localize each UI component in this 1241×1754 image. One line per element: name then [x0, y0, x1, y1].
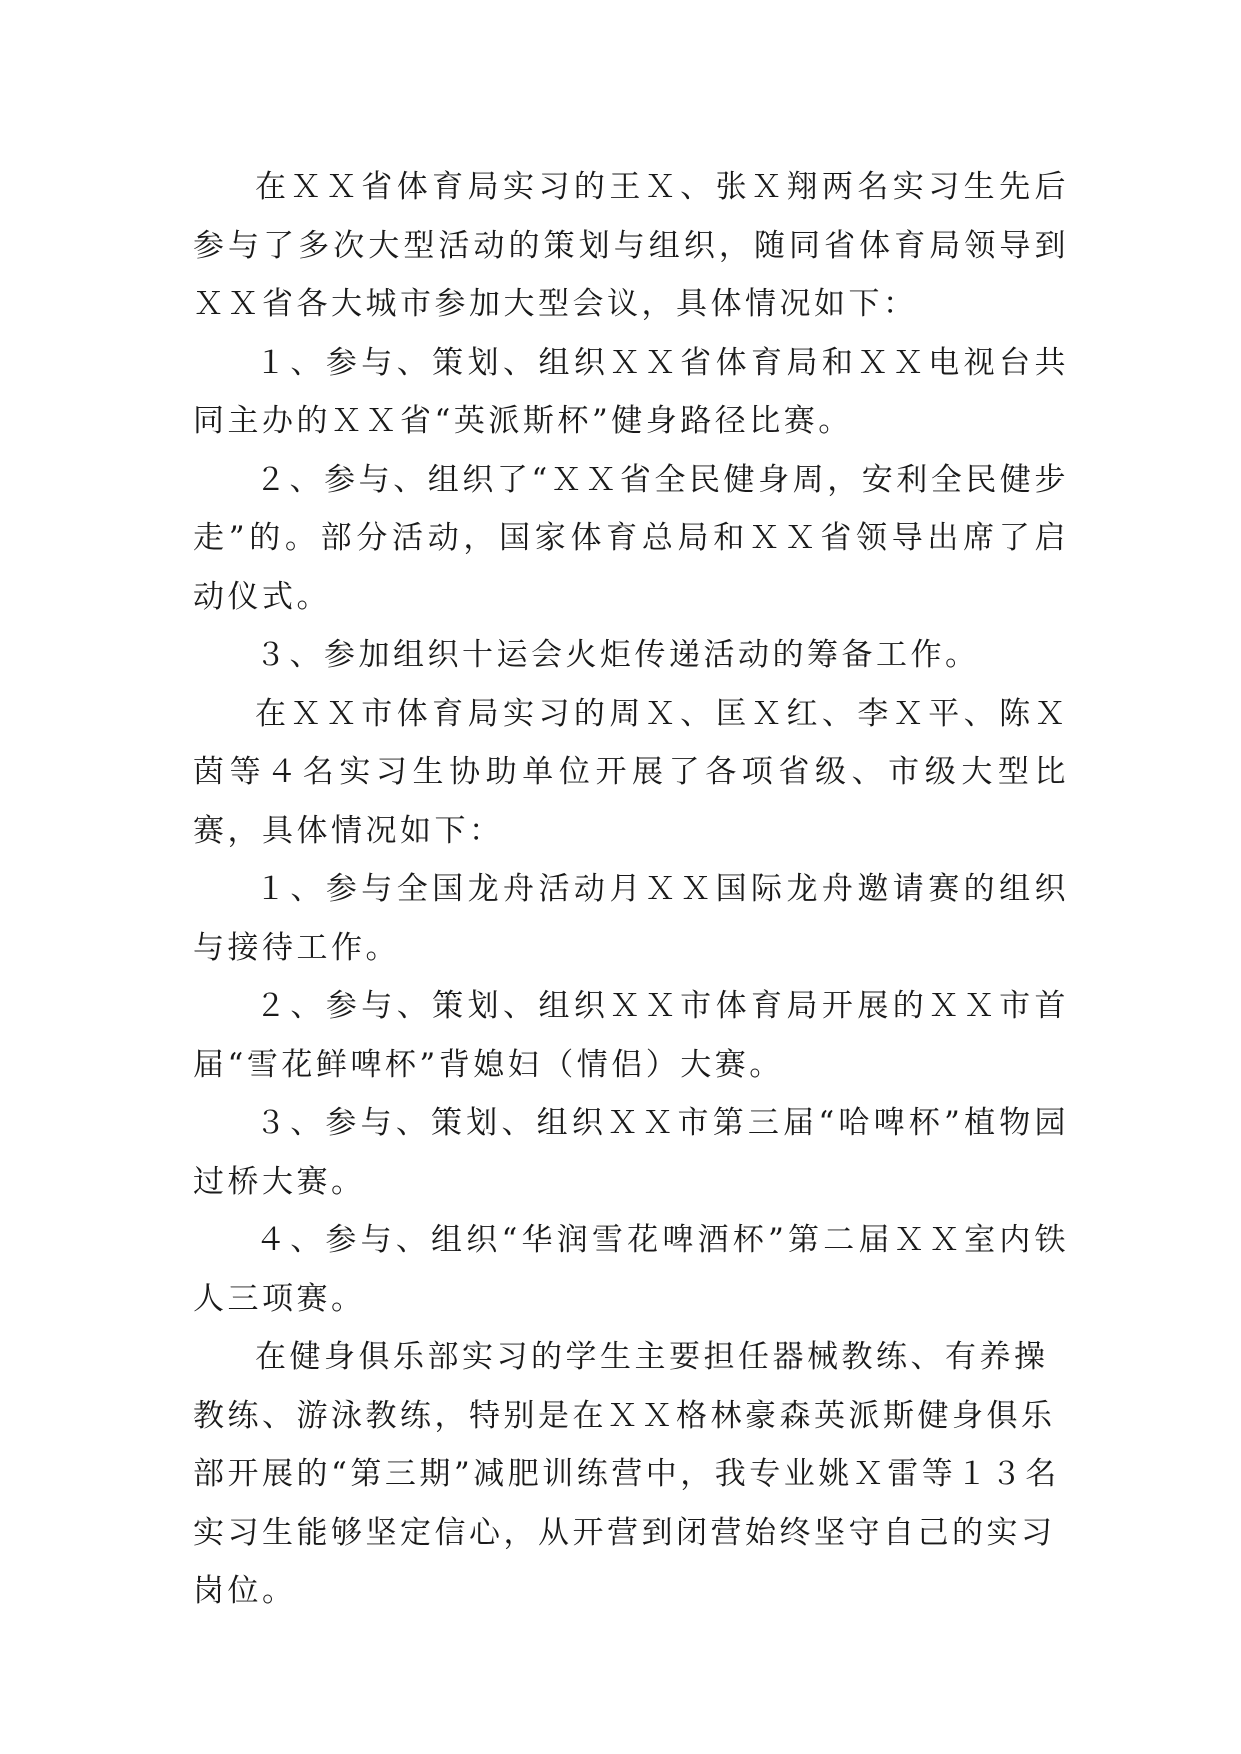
paragraph-province-item-2: ２、参与、组织了“ＸＸ省全民健身周，安利全民健步走”的。部分活动，国家体育总局和ＸＸ省领导出席了启动仪式。	[193, 461, 1069, 615]
paragraph-fitness-club: 在健身俱乐部实习的学生主要担任器械教练、有养操教练、游泳教练，特别是在ＸＸ格林豪森英派斯健身俱乐部开展的“第三期”减肥训练营中，我专业姚Ｘ雷等１３名实习生能够坚定信心，从开营到闭营始终坚守自己的实习岗位。	[193, 1339, 1060, 1609]
paragraph-intro-province: 在ＸＸ省体育局实习的王Ｘ、张Ｘ翔两名实习生先后参与了多次大型活动的策划与组织，随同省体育局领导到ＸＸ省各大城市参加大型会议，具体情况如下：	[193, 169, 1069, 322]
paragraph-city-item-3: ３、参与、策划、组织ＸＸ市第三届“哈啤杯”植物园过桥大赛。	[193, 1105, 1069, 1200]
paragraph-city-item-4: ４、参与、组织“华润雪花啤酒杯”第二届ＸＸ室内铁人三项赛。	[193, 1222, 1069, 1317]
paragraph-city-item-1: １、参与全国龙舟活动月ＸＸ国际龙舟邀请赛的组织与接待工作。	[193, 871, 1069, 966]
paragraph-intro-city: 在ＸＸ市体育局实习的周Ｘ、匡Ｘ红、李Ｘ平、陈Ｘ茵等４名实习生协助单位开展了各项省级、市级大型比赛，具体情况如下：	[193, 695, 1069, 849]
paragraph-city-item-2: ２、参与、策划、组织ＸＸ市体育局开展的ＸＸ市首届“雪花鲜啤杯”背媳妇（情侣）大赛。	[193, 988, 1069, 1083]
paragraph-province-item-3: ３、参加组织十运会火炬传递活动的筹备工作。	[255, 637, 980, 673]
document-body	[193, 158, 1069, 1621]
paragraph-province-item-1: １、参与、策划、组织ＸＸ省体育局和ＸＸ电视台共同主办的ＸＸ省“英派斯杯”健身路径比赛。	[193, 344, 1069, 439]
